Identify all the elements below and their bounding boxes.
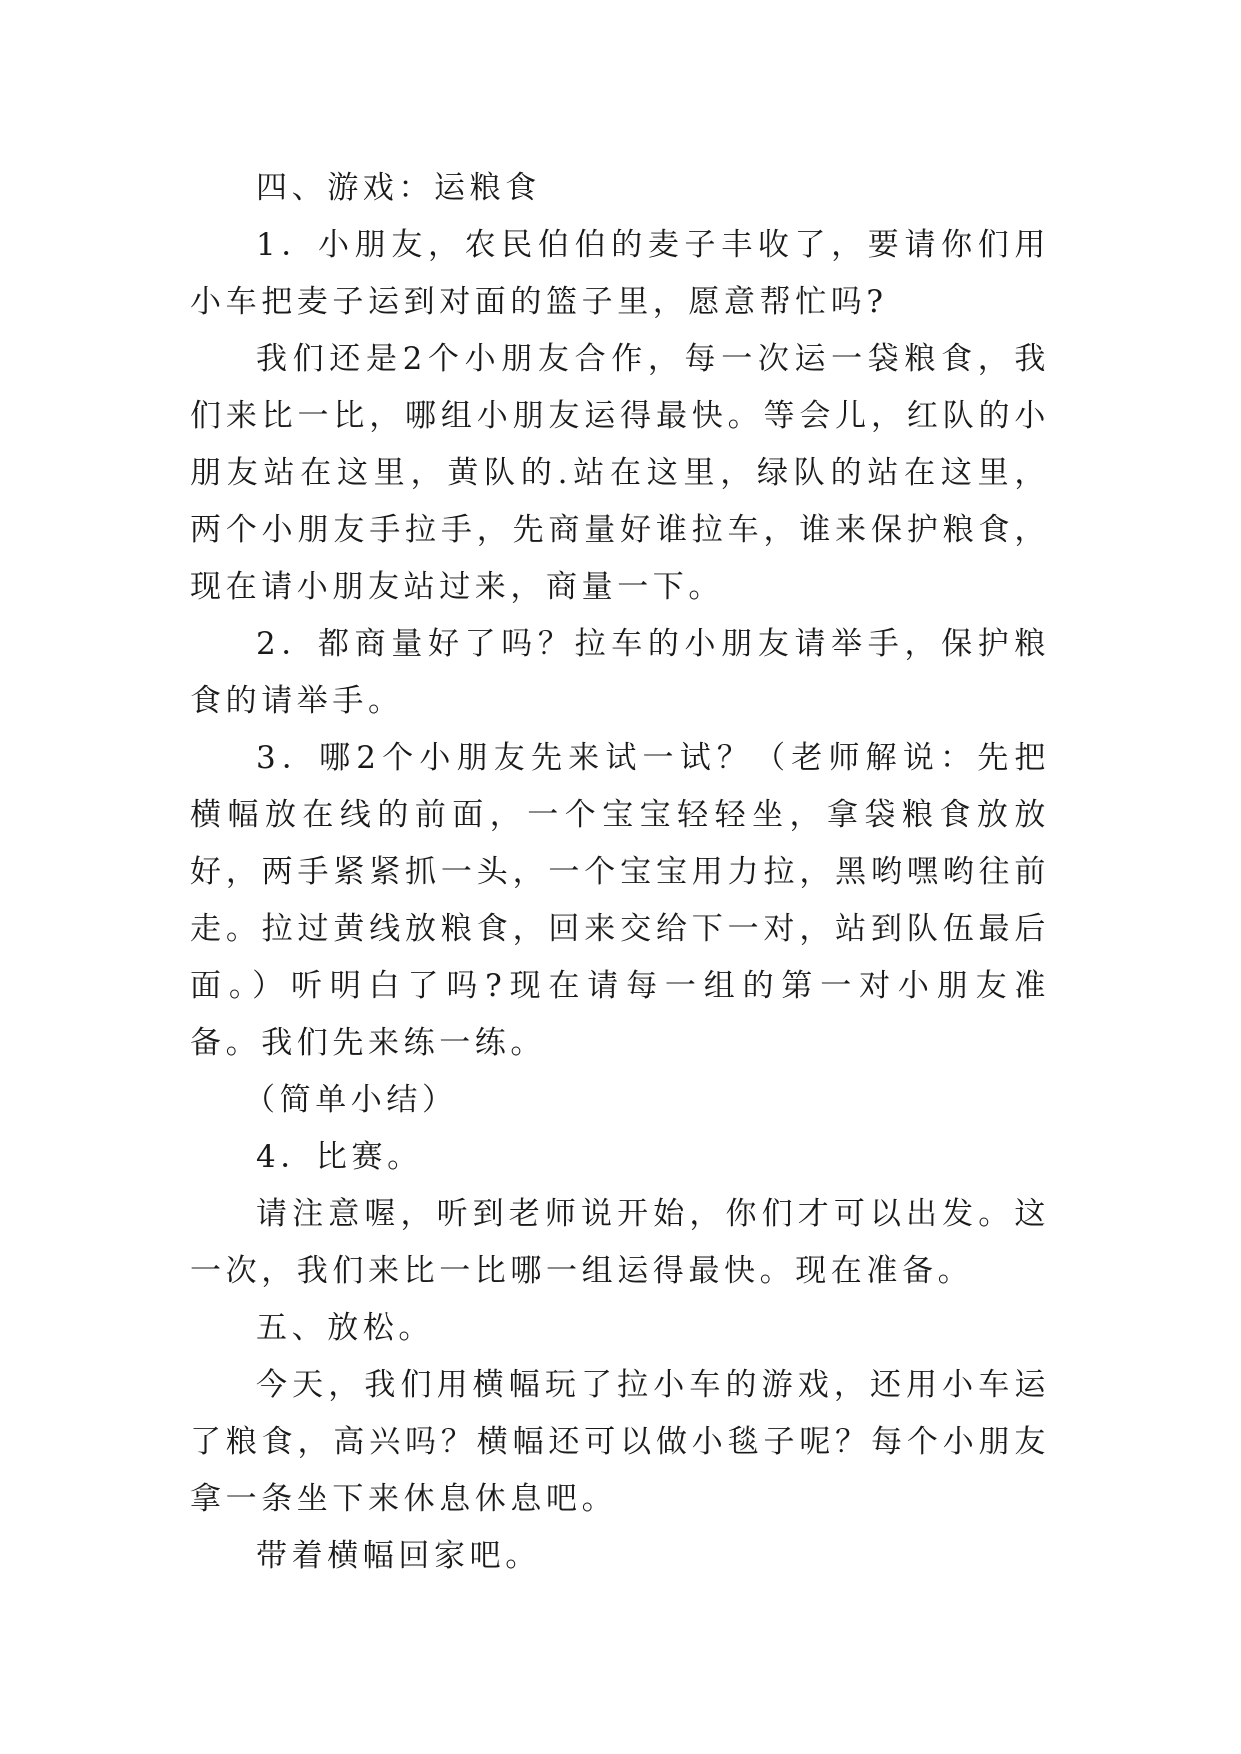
paragraph-relax: 今天，我们用横幅玩了拉小车的游戏，还用小车运了粮食，高兴吗？横幅还可以做小毯子呢？每个小朋友拿一条坐下来休息休息吧。 — [190, 1367, 1050, 1517]
section-heading-game: 四、游戏：运粮食 — [256, 170, 541, 206]
paragraph-teams: 我们还是2个小朋友合作，每一次运一袋粮食，我们来比一比，哪组小朋友运得最快。等会儿，红队的小朋友站在这里，黄队的.站在这里，绿队的站在这里，两个小朋友手拉手，先商量好谁拉车，谁来保护粮食，现在请小朋友站过来，商量一下。 — [190, 341, 1050, 605]
paragraph-step-3: 3．哪2个小朋友先来试一试？（老师解说：先把横幅放在线的前面，一个宝宝轻轻坐，拿袋粮食放放好，两手紧紧抓一头，一个宝宝用力拉，黑哟嘿哟往前走。拉过黄线放粮食，回来交给下一对，站到队伍最后面。）听明白了吗?现在请每一组的第一对小朋友准备。我们先来练一练。 — [190, 740, 1050, 1061]
paragraph-step-4: 4．比赛。 — [256, 1139, 423, 1175]
paragraph-closing: 带着横幅回家吧。 — [256, 1538, 541, 1574]
paragraph-summary-note: （简单小结） — [244, 1082, 458, 1118]
section-heading-relax: 五、放松。 — [256, 1310, 434, 1346]
paragraph-competition: 请注意喔，听到老师说开始，你们才可以出发。这一次，我们来比一比哪一组运得最快。现在准备。 — [190, 1196, 1050, 1289]
paragraph-step-1: 1．小朋友，农民伯伯的麦子丰收了，要请你们用小车把麦子运到对面的篮子里，愿意帮忙吗? — [190, 227, 1050, 320]
paragraph-step-2: 2．都商量好了吗？拉车的小朋友请举手，保护粮食的请举手。 — [190, 626, 1050, 719]
document-body — [190, 160, 1050, 1585]
